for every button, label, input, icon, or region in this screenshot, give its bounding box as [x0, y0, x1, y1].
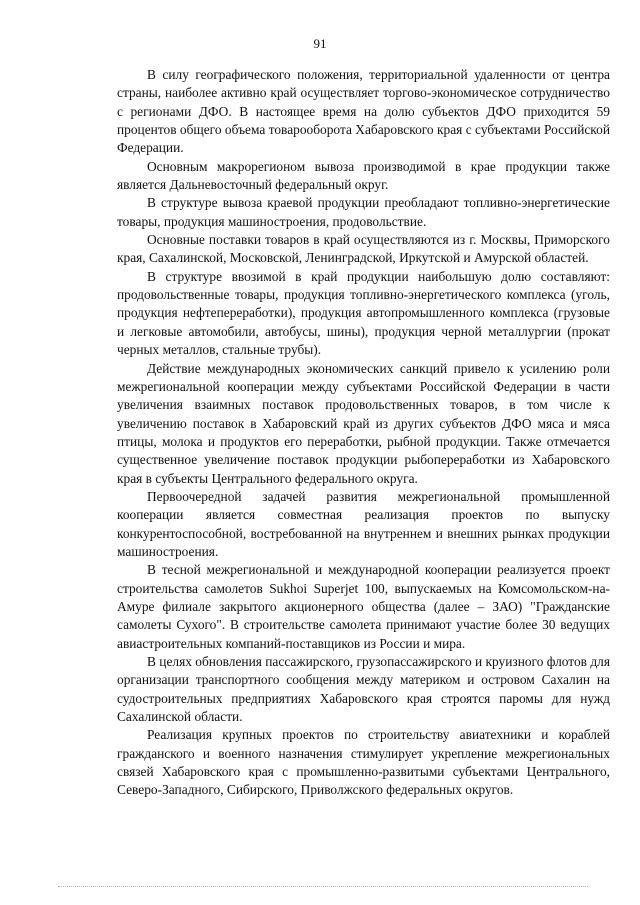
page-number: 91: [313, 36, 327, 51]
paragraph: В силу географического положения, территориальной удаленности от центра страны, наиболее активно край осуществляет торгово-экономическое сотрудничество с регионами ДФО. В настоящее время на долю субъектов ДФО приходится 59 процентов общего объема товарооборота Хабаровского края с субъектами Российской Федерации.: [117, 67, 610, 156]
paragraph: В тесной межрегиональной и международной кооперации реализуется проект строительства самолетов Sukhoi Superjet 100, выпускаемых на Комсомольском-на-Амуре филиале закрытого акционерного общества (далее – ЗАО) "Гражданские самолеты Сухого". В строительстве самолета принимают участие более 30 ведущих авиастроительных компаний-поставщиков из России и мира.: [117, 562, 610, 651]
paragraph: Основные поставки товаров в край осуществляются из г. Москвы, Приморского края, Сахалинской, Московской, Ленинградской, Иркутской и Амурской областей.: [117, 232, 610, 266]
footer-divider: [58, 886, 588, 887]
paragraph: Первоочередной задачей развития межрегиональной промышленной кооперации является совместная реализация проектов по выпуску конкурентоспособной, востребованной на внутреннем и внешних рынках продукции машиностроения.: [117, 488, 610, 559]
paragraph: Действие международных экономических санкций привело к усилению роли межрегиональной кооперации между субъектами Российской Федерации в части увеличения взаимных поставок продовольственных товаров, в том числе к увеличению поставок в Хабаровский край из других субъектов ДФО мяса и мяса птицы, молока и продуктов его переработки, рыбной продукции. Также отмечается существенное увеличение поставок продукции рыбопереработки из Хабаровского края в субъекты Центрального федерального округа.: [117, 360, 610, 486]
paragraph: Реализация крупных проектов по строительству авиатехники и кораблей гражданского и военного назначения стимулирует укрепление межрегиональных связей Хабаровского края с промышленно-развитыми субъектами Центрального, Северо-Западного, Сибирского, Приволжского федеральных округов.: [117, 727, 610, 798]
paragraph: В целях обновления пассажирского, грузопассажирского и круизного флотов для организации транспортного сообщения между материком и островом Сахалин на судостроительных предприятиях Хабаровского края строятся паромы для нужд Сахалинской области.: [117, 654, 610, 725]
paragraph: Основным макрорегионом вывоза производимой в крае продукции также является Дальневосточный федеральный округ.: [117, 158, 610, 193]
paragraph: В структуре ввозимой в край продукции наибольшую долю составляют: продовольственные товары, продукция топливно-энергетического комплекса (уголь, продукция нефтепереработки), продукция автопромышленного комплекса (грузовые и легковые автомобили, автобусы, шины), продукция черной металлургии (прокат черных металлов, стальные трубы).: [117, 268, 610, 358]
document-body: [117, 66, 610, 800]
paragraph: В структуре вывоза краевой продукции преобладают топливно-энергетические товары, продукция машиностроения, продовольствие.: [117, 195, 610, 229]
